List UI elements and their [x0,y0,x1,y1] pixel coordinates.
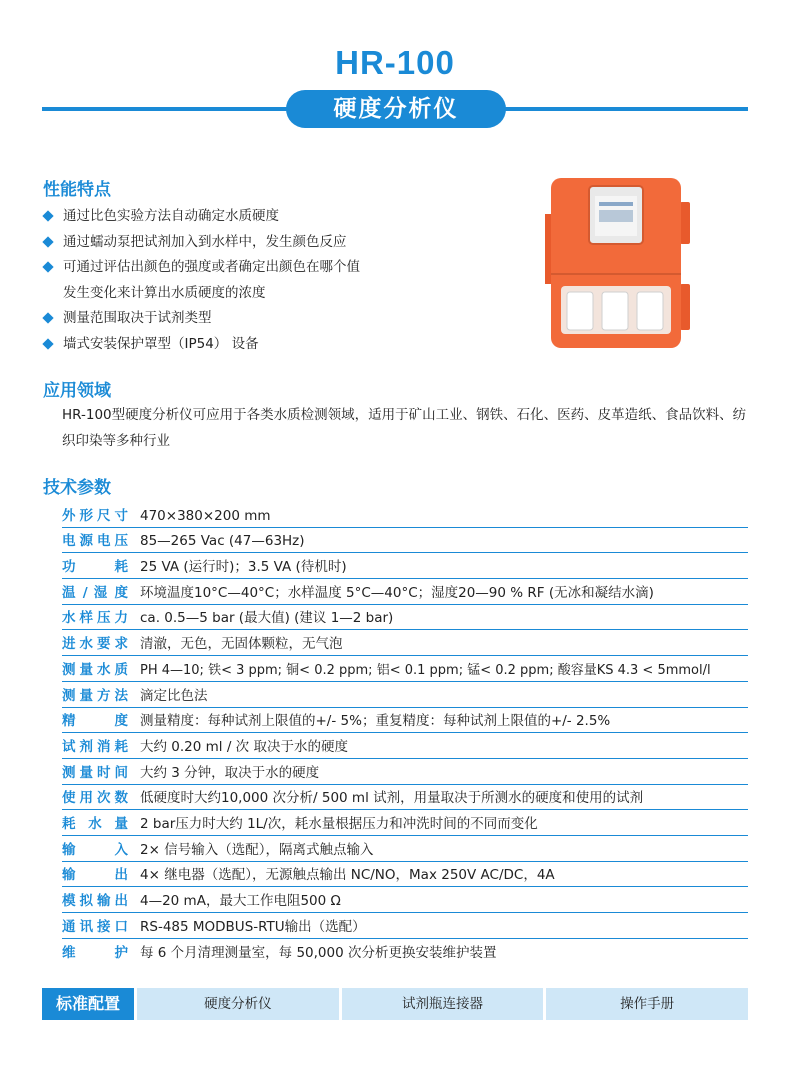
product-name-pill: 硬度分析仪 [286,90,506,128]
table-row [62,836,748,862]
standard-config-table [42,988,748,1020]
spec-label: 测量时间 [62,764,128,781]
diamond-bullet-icon [42,261,53,272]
spec-value: 2× 信号输入（选配），隔离式触点输入 [140,841,374,858]
table-row [62,759,748,785]
spec-label: 维护 [62,945,128,962]
diamond-bullet-icon [42,338,53,349]
spec-value: 85—265 Vac (47—63Hz) [140,533,305,550]
table-row [62,708,748,734]
spec-value: 环境温度10°C—40°C；水样温度 5°C—40°C；湿度20—90 % RF (无冰和凝结水滴) [140,584,654,601]
spec-label: 电源电压 [62,533,128,550]
diamond-bullet-icon [42,236,53,247]
standard-config-item: 操作手册 [546,988,748,1020]
spec-value: 25 VA (运行时)；3.5 VA (待机时) [140,559,347,576]
table-row [62,528,748,554]
table-row [62,785,748,811]
spec-value: 4× 继电器（选配），无源触点输出 NC/NO，Max 250V AC/DC，4A [140,867,555,884]
spec-label: 模拟输出 [62,893,128,909]
spec-label: 外形尺寸 [62,507,128,524]
list-item: 墙式安装保护罩型（IP54） 设备 [43,332,503,358]
spec-label: 耗水量 [62,815,128,832]
table-row [62,682,748,708]
model-title: HR-100 [335,44,455,81]
application-heading: 应用领域 [43,381,111,401]
spec-value: 4—20 mA，最大工作电阻500 Ω [140,893,341,909]
spec-value: 2 bar压力时大约 1L/次，耗水量根据压力和冲洗时间的不同而变化 [140,815,538,832]
table-row [62,862,748,888]
diamond-bullet-icon [42,210,53,221]
table-row [62,630,748,656]
spec-label: 测量水质 [62,661,128,678]
diamond-bullet-icon [42,312,53,323]
list-item-continuation: 发生变化来计算出水质硬度的浓度 [63,284,266,301]
spec-label: 进水要求 [62,636,128,653]
list-item: 通过比色实验方法自动确定水质硬度 [43,204,503,230]
application-text: HR-100型硬度分析仪可应用于各类水质检测领域，适用于矿山工业、钢铁、石化、医药、皮革造纸、食品饮料、纺织印染等多种行业 [62,407,747,449]
features-heading: 性能特点 [43,180,111,200]
spec-label: 精度 [62,713,128,730]
spec-label: 试剂消耗 [62,738,128,755]
list-item: 测量范围取决于试剂类型 [43,306,503,332]
spec-value: 大约 3 分钟，取决于水的硬度 [140,764,320,781]
standard-config-item: 试剂瓶连接器 [342,988,544,1020]
table-row [62,913,748,939]
table-row [62,605,748,631]
spec-value: 滴定比色法 [140,687,208,704]
table-row [62,502,748,528]
table-row [62,810,748,836]
list-item: 可通过评估出颜色的强度或者确定出颜色在哪个值 [43,255,503,281]
specs-heading: 技术参数 [43,478,111,498]
table-row [62,579,748,605]
spec-value: 低硬度时大约10,000 次分析/ 500 ml 试剂，用量取决于所测水的硬度和使用的试剂 [140,790,644,807]
standard-config-heading: 标准配置 [42,988,134,1020]
spec-label: 输出 [62,867,128,884]
spec-table [62,502,748,964]
table-row [62,553,748,579]
spec-value: 470×380×200 mm [140,507,271,524]
features-list [43,204,503,357]
spec-label: 通讯接口 [62,918,128,935]
spec-value: ca. 0.5—5 bar (最大值) (建议 1—2 bar) [140,610,394,627]
device-image [545,174,690,352]
standard-config-item: 硬度分析仪 [137,988,339,1020]
spec-value: 清澈，无色，无固体颗粒，无气泡 [140,636,343,653]
spec-label: 温 / 湿 度 [62,584,128,601]
spec-value: 每 6 个月清理测量室，每 50,000 次分析更换安装维护装置 [140,945,497,962]
table-row [62,887,748,913]
spec-label: 水样压力 [62,610,128,627]
table-row [62,939,748,965]
spec-value: RS-485 MODBUS-RTU输出（选配） [140,918,366,935]
spec-label: 使用次数 [62,790,128,807]
spec-label: 功耗 [62,559,128,576]
spec-value: PH 4—10; 铁< 3 ppm; 铜< 0.2 ppm; 铝< 0.1 ppm; 锰< 0.2 ppm; 酸容量KS 4.3 < 5mmol/l [140,662,711,678]
spec-label: 测量方法 [62,687,128,704]
table-row [62,733,748,759]
spec-label: 输入 [62,841,128,858]
spec-value: 测量精度：每种试剂上限值的+/- 5%；重复精度：每种试剂上限值的+/- 2.5% [140,713,611,730]
list-item: 通过蠕动泵把试剂加入到水样中，发生颜色反应 [43,230,503,256]
spec-value: 大约 0.20 ml / 次 取决于水的硬度 [140,738,348,755]
table-row [62,656,748,682]
